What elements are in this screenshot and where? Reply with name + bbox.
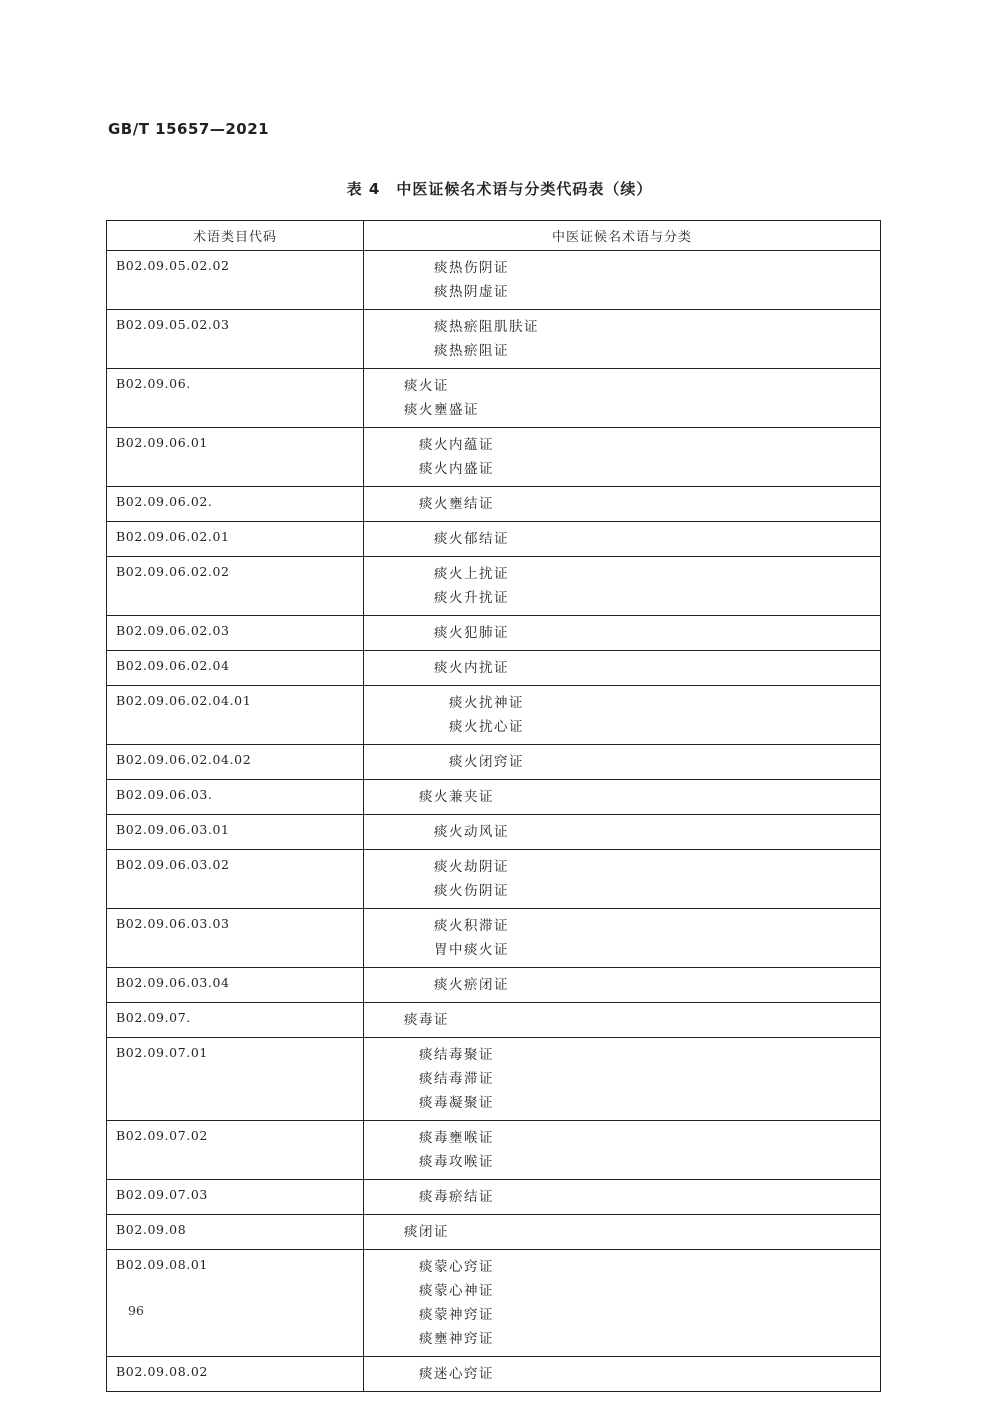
term-category-code: B02.09.06.03. bbox=[107, 780, 364, 815]
syndrome-term: 痰蒙神窍证 bbox=[419, 1307, 494, 1323]
syndrome-terms-cell bbox=[364, 745, 881, 780]
table-row bbox=[107, 780, 881, 815]
syndrome-term: 痰火郁结证 bbox=[434, 531, 509, 547]
term-category-code: B02.09.06.03.01 bbox=[107, 815, 364, 850]
syndrome-term: 痰火证 bbox=[404, 378, 449, 394]
table-row bbox=[107, 1038, 881, 1121]
table-row bbox=[107, 1003, 881, 1038]
term-category-code: B02.09.06.02.04.01 bbox=[107, 686, 364, 745]
syndrome-term: 痰热伤阴证 bbox=[434, 260, 509, 276]
table-row bbox=[107, 310, 881, 369]
syndrome-terms-cell bbox=[364, 1357, 881, 1392]
term-category-code: B02.09.07.03 bbox=[107, 1180, 364, 1215]
syndrome-term: 痰毒证 bbox=[404, 1012, 449, 1028]
table-row bbox=[107, 369, 881, 428]
term-category-code: B02.09.06.03.03 bbox=[107, 909, 364, 968]
syndrome-terms-cell bbox=[364, 1180, 881, 1215]
table-row bbox=[107, 850, 881, 909]
syndrome-terms-cell bbox=[364, 428, 881, 487]
syndrome-term: 痰结毒聚证 bbox=[419, 1047, 494, 1063]
table-row bbox=[107, 909, 881, 968]
syndrome-terms-cell bbox=[364, 909, 881, 968]
syndrome-term: 痰迷心窍证 bbox=[419, 1366, 494, 1382]
standard-code: GB/T 15657—2021 bbox=[108, 120, 270, 138]
syndrome-term: 痰火内盛证 bbox=[419, 461, 494, 477]
syndrome-term: 痰火上扰证 bbox=[434, 566, 509, 582]
syndrome-term: 痰结毒滞证 bbox=[419, 1071, 494, 1087]
column-header-term: 中医证候名术语与分类 bbox=[364, 221, 881, 251]
syndrome-term: 痰毒凝聚证 bbox=[419, 1095, 494, 1111]
table-row bbox=[107, 968, 881, 1003]
syndrome-term: 痰壅神窍证 bbox=[419, 1331, 494, 1347]
syndrome-term: 痰火扰心证 bbox=[449, 719, 524, 735]
syndrome-terms-cell bbox=[364, 522, 881, 557]
syndrome-terms-cell bbox=[364, 369, 881, 428]
table-row bbox=[107, 686, 881, 745]
syndrome-terms-cell bbox=[364, 1250, 881, 1357]
syndrome-term: 痰火动风证 bbox=[434, 824, 509, 840]
syndrome-term: 痰火壅结证 bbox=[419, 496, 494, 512]
term-category-code: B02.09.06.02.03 bbox=[107, 616, 364, 651]
syndrome-term: 痰火内扰证 bbox=[434, 660, 509, 676]
syndrome-term: 痰火升扰证 bbox=[434, 590, 509, 606]
syndrome-terms-cell bbox=[364, 487, 881, 522]
term-category-code: B02.09.06.02.04.02 bbox=[107, 745, 364, 780]
syndrome-term: 痰火扰神证 bbox=[449, 695, 524, 711]
term-category-code: B02.09.06.02.01 bbox=[107, 522, 364, 557]
syndrome-term: 痰火瘀闭证 bbox=[434, 977, 509, 993]
syndrome-terms-cell bbox=[364, 780, 881, 815]
syndrome-term: 痰热瘀阻肌肤证 bbox=[434, 319, 539, 335]
table-row bbox=[107, 1250, 881, 1357]
syndrome-terms-cell bbox=[364, 1121, 881, 1180]
syndrome-terms-cell bbox=[364, 651, 881, 686]
table-title: 表 4 中医证候名术语与分类代码表（续） bbox=[346, 180, 653, 198]
page-number: 96 bbox=[128, 1303, 144, 1318]
column-header-code: 术语类目代码 bbox=[107, 221, 364, 251]
syndrome-terms-cell bbox=[364, 310, 881, 369]
term-category-code: B02.09.08.01 bbox=[107, 1250, 364, 1357]
syndrome-term: 痰火伤阴证 bbox=[434, 883, 509, 899]
syndrome-terms-cell bbox=[364, 1003, 881, 1038]
table-row bbox=[107, 522, 881, 557]
table-row bbox=[107, 616, 881, 651]
term-category-code: B02.09.07.02 bbox=[107, 1121, 364, 1180]
term-category-code: B02.09.06.02.02 bbox=[107, 557, 364, 616]
table-row bbox=[107, 815, 881, 850]
table-row bbox=[107, 557, 881, 616]
syndrome-terms-cell bbox=[364, 815, 881, 850]
syndrome-term: 痰热瘀阻证 bbox=[434, 343, 509, 359]
table-row bbox=[107, 651, 881, 686]
syndrome-term: 痰毒攻喉证 bbox=[419, 1154, 494, 1170]
syndrome-term: 痰火壅盛证 bbox=[404, 402, 479, 418]
syndrome-term: 痰蒙心窍证 bbox=[419, 1259, 494, 1275]
term-category-code: B02.09.06. bbox=[107, 369, 364, 428]
term-category-code: B02.09.05.02.02 bbox=[107, 251, 364, 310]
table-header-row bbox=[107, 221, 881, 251]
syndrome-term: 痰闭证 bbox=[404, 1224, 449, 1240]
syndrome-term: 痰毒壅喉证 bbox=[419, 1130, 494, 1146]
syndrome-term: 痰火兼夹证 bbox=[419, 789, 494, 805]
syndrome-term-table bbox=[106, 220, 881, 1392]
syndrome-terms-cell bbox=[364, 251, 881, 310]
syndrome-terms-cell bbox=[364, 1215, 881, 1250]
syndrome-term: 痰火闭窍证 bbox=[449, 754, 524, 770]
syndrome-terms-cell bbox=[364, 850, 881, 909]
table-row bbox=[107, 1357, 881, 1392]
table-row bbox=[107, 487, 881, 522]
syndrome-term: 痰蒙心神证 bbox=[419, 1283, 494, 1299]
table-row bbox=[107, 251, 881, 310]
syndrome-term: 痰毒瘀结证 bbox=[419, 1189, 494, 1205]
syndrome-terms-cell bbox=[364, 616, 881, 651]
syndrome-term: 痰火劫阴证 bbox=[434, 859, 509, 875]
term-category-code: B02.09.06.02.04 bbox=[107, 651, 364, 686]
term-category-code: B02.09.07.01 bbox=[107, 1038, 364, 1121]
term-category-code: B02.09.07. bbox=[107, 1003, 364, 1038]
term-category-code: B02.09.06.02. bbox=[107, 487, 364, 522]
syndrome-term: 痰火内蕴证 bbox=[419, 437, 494, 453]
table-row bbox=[107, 1215, 881, 1250]
syndrome-terms-cell bbox=[364, 968, 881, 1003]
term-category-code: B02.09.06.03.02 bbox=[107, 850, 364, 909]
syndrome-term: 痰热阴虚证 bbox=[434, 284, 509, 300]
syndrome-term: 痰火犯肺证 bbox=[434, 625, 509, 641]
term-category-code: B02.09.08 bbox=[107, 1215, 364, 1250]
syndrome-terms-cell bbox=[364, 557, 881, 616]
syndrome-terms-cell bbox=[364, 686, 881, 745]
table-row bbox=[107, 428, 881, 487]
term-category-code: B02.09.08.02 bbox=[107, 1357, 364, 1392]
table-body bbox=[107, 251, 881, 1392]
term-category-code: B02.09.06.03.04 bbox=[107, 968, 364, 1003]
syndrome-terms-cell bbox=[364, 1038, 881, 1121]
term-category-code: B02.09.05.02.03 bbox=[107, 310, 364, 369]
table-row bbox=[107, 1121, 881, 1180]
table-row bbox=[107, 1180, 881, 1215]
syndrome-term: 痰火积滞证 bbox=[434, 918, 509, 934]
syndrome-term: 胃中痰火证 bbox=[434, 942, 509, 958]
table-row bbox=[107, 745, 881, 780]
term-category-code: B02.09.06.01 bbox=[107, 428, 364, 487]
